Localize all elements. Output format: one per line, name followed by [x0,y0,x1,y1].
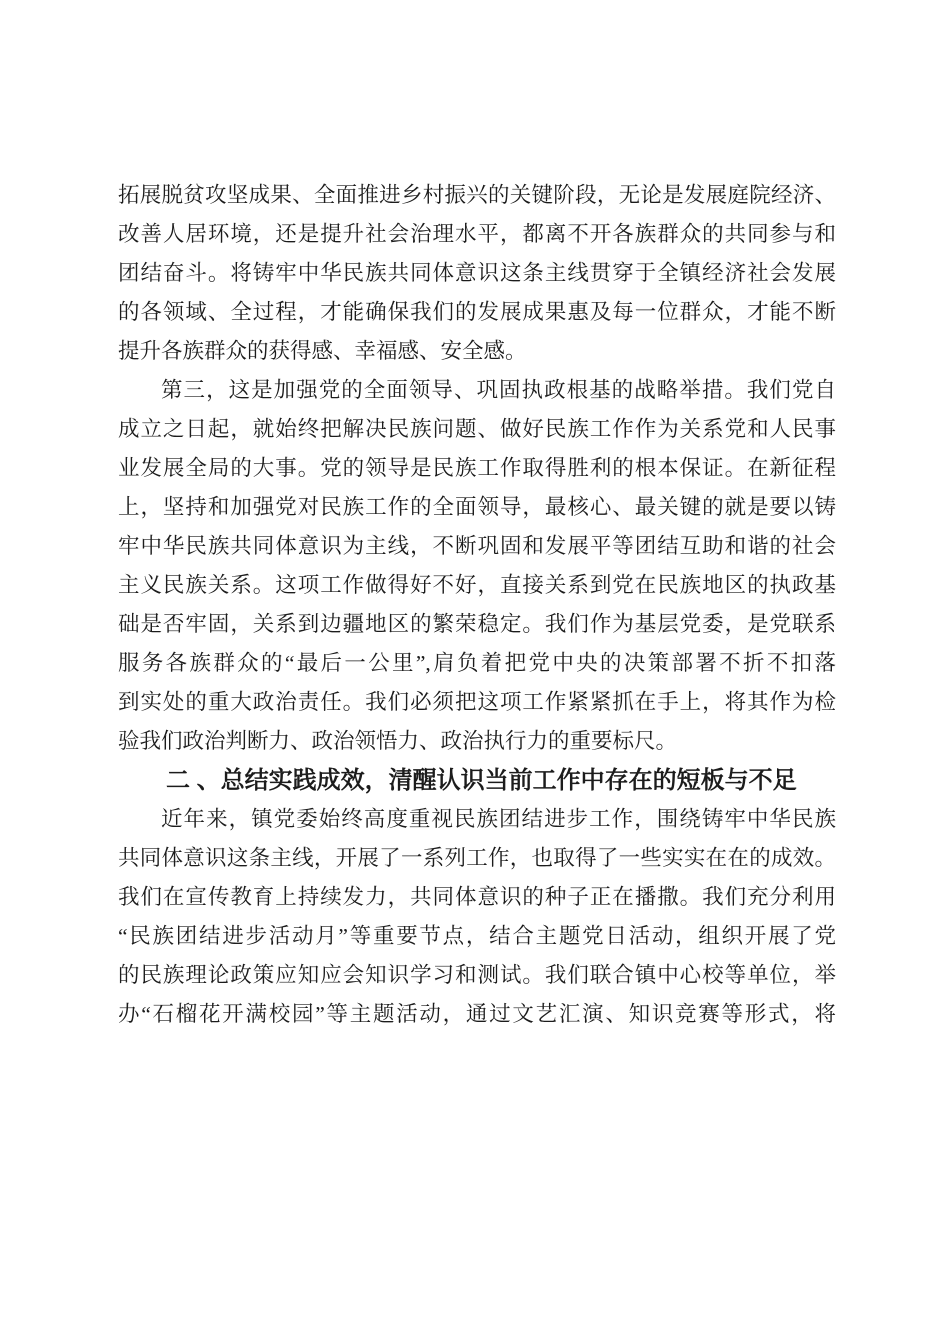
text-line: 业发展全局的大事。党的领导是民族工作取得胜利的根本保证。在新征程 [118,456,836,480]
paragraph-2 [118,371,836,761]
text-line: 的各领域、全过程，才能确保我们的发展成果惠及每一位群众，才能不断 [118,300,836,324]
text-line: 改善人居环境，还是提升社会治理水平，都离不开各族群众的共同参与和 [118,222,836,246]
text-line: “民族团结进步活动月”等重要节点，结合主题党日活动，组织开展了党 [118,924,836,948]
text-line: 近年来，镇党委始终高度重视民族团结进步工作，围绕铸牢中华民族 [161,807,836,831]
text-line: 上，坚持和加强党对民族工作的全面领导，最核心、最关键的就是要以铸 [118,495,836,519]
text-line: 验我们政治判断力、政治领悟力、政治执行力的重要标尺。 [118,729,678,753]
text-line: 主义民族关系。这项工作做得好不好，直接关系到党在民族地区的执政基 [118,573,836,597]
text-line: 服务各族群众的“最后一公里”,肩负着把党中央的决策部署不折不扣落 [118,651,836,675]
text-line: 牢中华民族共同体意识为主线，不断巩固和发展平等团结互助和谐的社会 [118,534,836,558]
text-line: 共同体意识这条主线，开展了一系列工作，也取得了一些实实在在的成效。 [118,846,836,870]
text-line: 到实处的重大政治责任。我们必须把这项工作紧紧抓在手上，将其作为检 [118,690,836,714]
paragraph-1 [118,176,836,371]
section-heading: 二 、总结实践成效，清醒认识当前工作中存在的短板与不足 [166,767,797,794]
text-line: 提升各族群众的获得感、幸福感、安全感。 [118,339,527,363]
text-line: 成立之日起，就始终把解决民族问题、做好民族工作作为关系党和人民事 [118,417,836,441]
text-line: 的民族理论政策应知应会知识学习和测试。我们联合镇中心校等单位，举 [118,963,836,987]
text-line: 我们在宣传教育上持续发力，共同体意识的种子正在播撒。我们充分利用 [118,885,836,909]
text-line: 础是否牢固，关系到边疆地区的繁荣稳定。我们作为基层党委，是党联系 [118,612,836,636]
text-line: 团结奋斗。将铸牢中华民族共同体意识这条主线贯穿于全镇经济社会发展 [118,261,836,285]
paragraph-3 [118,800,836,1034]
section-heading-block [118,761,836,800]
text-line: 第三，这是加强党的全面领导、巩固执政根基的战略举措。我们党自 [161,378,836,402]
text-line: 拓展脱贫攻坚成果、全面推进乡村振兴的关键阶段，无论是发展庭院经济、 [118,183,836,207]
text-line: 办“石榴花开满校园”等主题活动，通过文艺汇演、知识竞赛等形式，将 [118,1002,836,1026]
